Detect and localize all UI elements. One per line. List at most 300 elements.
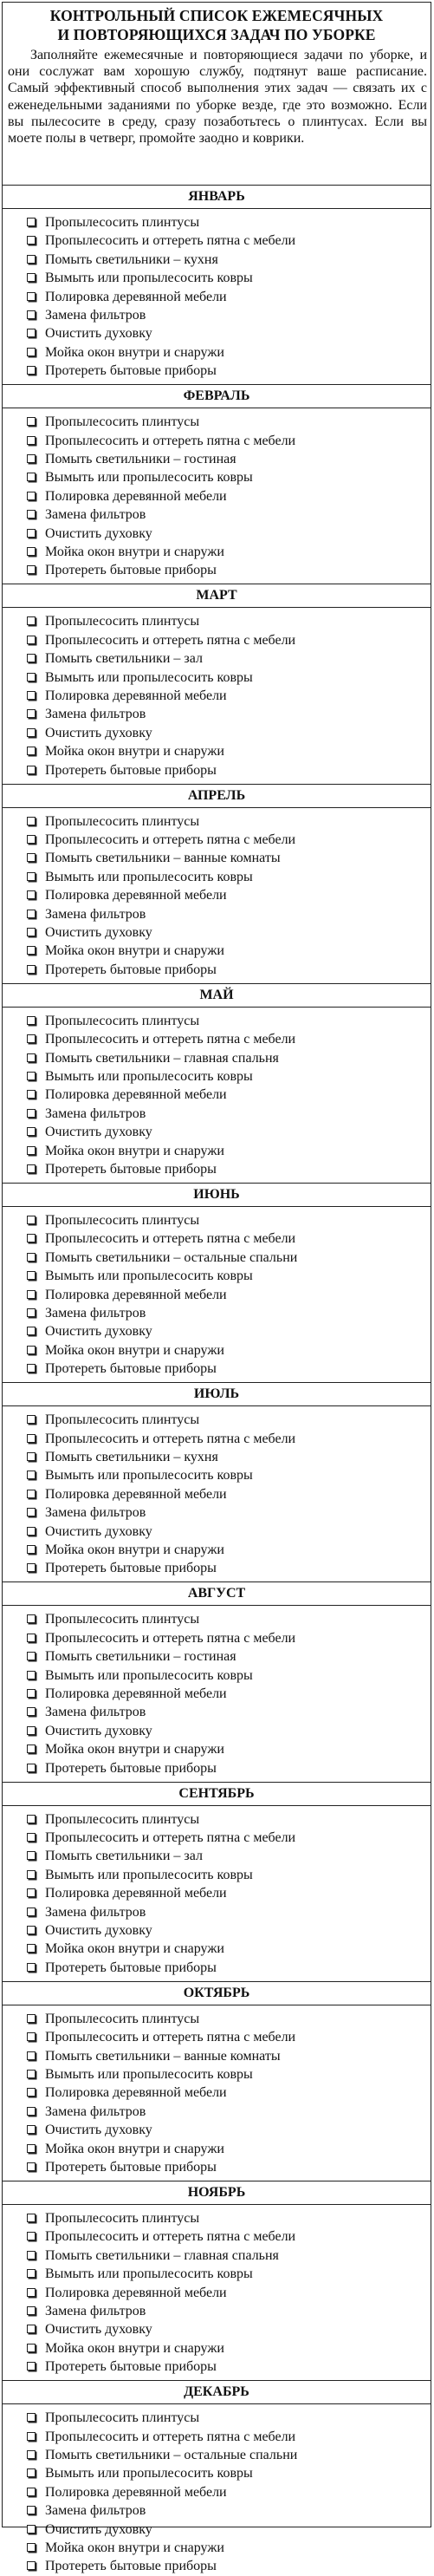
task-item [45,1229,431,1248]
task-list [3,608,431,779]
task-label: Помыть светильники – гостиная [45,451,236,466]
task-item [45,2557,431,2575]
task-label: Пропылесосить плинтусы [45,1013,200,1028]
task-item [45,1360,431,1378]
task-label: Очистить духовку [45,1523,152,1539]
task-label: Пропылесосить плинтусы [45,1612,200,1627]
task-item [45,213,431,232]
checkbox-icon[interactable] [27,2014,36,2023]
task-list [3,1806,431,1978]
checkbox-icon[interactable] [27,348,36,356]
checkbox-icon[interactable] [27,1090,36,1099]
task-label: Помыть светильники – остальные спальни [45,2447,298,2462]
task-label: Замена фильтров [45,2503,146,2519]
checkbox-icon[interactable] [27,1253,36,1262]
checkbox-icon[interactable] [27,2362,36,2371]
checkbox-icon[interactable] [27,1452,36,1461]
task-label: Вымыть или пропылесосить ковры [45,2466,253,2481]
checkbox-icon[interactable] [27,436,36,445]
task-item [45,2539,431,2557]
month-section [3,185,431,381]
task-label: Очистить духовку [45,2322,152,2338]
checkbox-icon[interactable] [27,2088,36,2097]
month-section [3,2380,431,2576]
task-label: Мойка окон внутри и снаружи [45,2141,224,2156]
task-item [45,668,431,687]
task-item [45,1286,431,1304]
task-label: Очистить духовку [45,725,152,740]
task-label: Замена фильтров [45,1505,146,1521]
task-label: Вымыть или пропылесосить ковры [45,271,253,286]
checkbox-icon[interactable] [27,1726,36,1735]
task-label: Пропылесосить и оттереть пятна с мебели [45,433,296,448]
checkbox-icon[interactable] [27,1745,36,1753]
task-list [3,2404,431,2576]
task-label: Помыть светильники – остальные спальни [45,1249,298,1265]
task-item [45,1485,431,1503]
task-item [45,1847,431,1865]
task-item [45,961,431,979]
checkbox-icon[interactable] [27,673,36,681]
task-item [45,1703,431,1721]
checkbox-icon[interactable] [27,2543,36,2552]
task-label: Пропылесосить плинтусы [45,1811,200,1827]
checkbox-icon[interactable] [27,1415,36,1424]
checkbox-icon[interactable] [27,654,36,662]
checkbox-icon[interactable] [27,1164,36,1173]
task-label: Очистить духовку [45,326,152,342]
month-title: ДЕКАБРЬ [3,2381,431,2404]
checkbox-icon[interactable] [27,853,36,862]
checkbox-icon[interactable] [27,473,36,481]
task-label: Пропылесосить и оттереть пятна с мебели [45,1829,296,1845]
task-label: Пропылесосить плинтусы [45,813,200,829]
task-label: Полировка деревянной мебели [45,2484,227,2500]
task-item [45,1666,431,1685]
month-section [3,1782,431,1978]
checkbox-icon[interactable] [27,2325,36,2333]
task-item [45,761,431,779]
checkbox-icon[interactable] [27,1308,36,1317]
checkbox-icon[interactable] [27,492,36,500]
checkbox-icon[interactable] [27,236,36,245]
task-label: Пропылесосить плинтусы [45,2011,200,2026]
checkbox-icon[interactable] [27,547,36,556]
task-item [45,2265,431,2283]
task-item [45,1759,431,1777]
task-item [45,324,431,342]
task-item [45,450,431,468]
checkbox-icon[interactable] [27,1652,36,1660]
checkbox-icon[interactable] [27,817,36,825]
month-section [3,784,431,980]
task-label: Очистить духовку [45,924,152,940]
checkbox-icon[interactable] [27,2306,36,2315]
task-label: Вымыть или пропылесосить ковры [45,1468,253,1484]
task-label: Помыть светильники – зал [45,651,203,667]
checkbox-icon[interactable] [27,1053,36,1062]
task-item [45,886,431,904]
task-item [45,687,431,705]
task-label: Мойка окон внутри и снаружи [45,1941,224,1957]
checkbox-icon[interactable] [27,2125,36,2134]
task-item [45,942,431,960]
task-label: Замена фильтров [45,507,146,523]
checkbox-icon[interactable] [27,1327,36,1335]
task-list [3,408,431,580]
task-label: Мойка окон внутри и снаружи [45,1542,224,1557]
month-title: ОКТЯБРЬ [3,1982,431,2005]
checkbox-icon[interactable] [27,1926,36,1934]
task-item [45,505,431,524]
task-label: Пропылесосить и оттереть пятна с мебели [45,1431,296,1446]
month-section [3,983,431,1179]
task-label: Пропылесосить и оттереть пятна с мебели [45,2429,296,2444]
task-list [3,1606,431,1777]
checkbox-icon[interactable] [27,616,36,625]
task-item [45,905,431,923]
checkbox-icon[interactable] [27,890,36,899]
task-label: Полировка деревянной мебели [45,1087,227,1103]
task-label: Вымыть или пропылесосить ковры [45,1068,253,1084]
month-title: ИЮНЬ [3,1184,431,1207]
task-label: Полировка деревянной мебели [45,1886,227,1901]
task-item [45,631,431,649]
checkbox-icon[interactable] [27,2070,36,2078]
checkbox-icon[interactable] [27,1671,36,1679]
checkbox-icon[interactable] [27,1290,36,1299]
task-list [3,1207,431,1379]
task-item [45,1067,431,1086]
task-item [45,232,431,250]
checkbox-icon[interactable] [27,2051,36,2060]
task-label: Вымыть или пропылесосить ковры [45,2266,253,2282]
task-label: Очистить духовку [45,2521,152,2537]
task-label: Замена фильтров [45,1105,146,1121]
checkbox-icon[interactable] [27,2432,36,2441]
task-label: Пропылесосить и оттереть пятна с мебели [45,1231,296,1247]
task-label: Вымыть или пропылесосить ковры [45,470,253,486]
task-item [45,1142,431,1160]
task-item [45,1884,431,1902]
task-item [45,2103,431,2121]
task-item [45,2339,431,2358]
checkbox-icon[interactable] [27,2032,36,2041]
checkbox-icon[interactable] [27,2214,36,2222]
checkbox-icon[interactable] [27,691,36,700]
checkbox-icon[interactable] [27,1634,36,1642]
task-label: Помыть светильники – главная спальня [45,2247,279,2263]
task-label: Помыть светильники – ванные комнаты [45,851,281,866]
task-item [45,1466,431,1484]
checkbox-icon[interactable] [27,2413,36,2422]
month-section [3,2181,431,2377]
month-title: ФЕВРАЛЬ [3,385,431,408]
task-label: Протереть бытовые приборы [45,1960,217,1975]
task-label: Вымыть или пропылесосить ковры [45,1667,253,1683]
task-item [45,2158,431,2176]
checkbox-icon[interactable] [27,2344,36,2352]
task-label: Очистить духовку [45,1922,152,1938]
task-item [45,1304,431,1322]
task-label: Очистить духовку [45,525,152,541]
checkbox-icon[interactable] [27,2506,36,2514]
checkbox-icon[interactable] [27,835,36,844]
month-section [3,1981,431,2177]
task-item [45,1921,431,1940]
task-label: Вымыть или пропылесосить ковры [45,1268,253,1284]
checkbox-icon[interactable] [27,1434,36,1443]
checkbox-icon[interactable] [27,2107,36,2116]
task-item [45,561,431,579]
checkbox-icon[interactable] [27,1764,36,1772]
task-label: Протереть бытовые приборы [45,2159,217,2175]
task-item [45,362,431,380]
task-label: Протереть бытовые приборы [45,762,217,778]
task-item [45,1647,431,1666]
checkbox-icon[interactable] [27,766,36,774]
checkbox-icon[interactable] [27,1490,36,1498]
task-item [45,1105,431,1123]
task-label: Протереть бытовые приборы [45,1561,217,1576]
checkbox-icon[interactable] [27,255,36,264]
checkbox-icon[interactable] [27,636,36,644]
task-label: Мойка окон внутри и снаружи [45,1742,224,1758]
task-item [45,1559,431,1577]
task-label: Замена фильтров [45,1904,146,1920]
task-item [45,1086,431,1104]
checkbox-icon[interactable] [27,1870,36,1879]
checkbox-icon[interactable] [27,1527,36,1536]
task-label: Полировка деревянной мебели [45,888,227,903]
checkbox-icon[interactable] [27,454,36,463]
checkbox-icon[interactable] [27,1271,36,1280]
task-label: Протереть бытовые приборы [45,1760,217,1776]
task-label: Помыть светильники – кухня [45,251,218,267]
task-item [45,1829,431,1847]
checkbox-icon[interactable] [27,1944,36,1953]
task-item [45,649,431,668]
task-label: Полировка деревянной мебели [45,1686,227,1701]
checkbox-icon[interactable] [27,709,36,718]
task-label: Замена фильтров [45,1305,146,1321]
checkbox-icon[interactable] [27,2251,36,2260]
task-label: Протереть бытовые приборы [45,2359,217,2375]
task-list [3,209,431,381]
checkbox-icon[interactable] [27,1216,36,1224]
task-label: Протереть бытовые приборы [45,563,217,578]
task-label: Полировка деревянной мебели [45,289,227,304]
checkbox-icon[interactable] [27,1707,36,1716]
task-label: Мойка окон внутри и снаружи [45,744,224,760]
task-label: Помыть светильники – кухня [45,1449,218,1464]
task-label: Замена фильтров [45,707,146,722]
month-section [3,1581,431,1777]
month-section [3,584,431,779]
checkbox-icon[interactable] [27,2144,36,2153]
task-label: Мойка окон внутри и снаружи [45,2340,224,2356]
checkbox-icon[interactable] [27,2232,36,2240]
checkbox-icon[interactable] [27,510,36,518]
task-item [45,2428,431,2446]
checkbox-icon[interactable] [27,1471,36,1479]
task-item [45,1341,431,1360]
task-label: Мойка окон внутри и снаружи [45,2540,224,2555]
checkbox-icon[interactable] [27,2561,36,2570]
checkbox-icon[interactable] [27,2162,36,2171]
task-label: Пропылесосить и оттереть пятна с мебели [45,632,296,648]
checkbox-icon[interactable] [27,2269,36,2278]
task-item [45,1610,431,1628]
checkbox-icon[interactable] [27,928,36,936]
checkbox-icon[interactable] [27,1833,36,1842]
checkbox-icon[interactable] [27,2288,36,2297]
task-label: Пропылесосить и оттереть пятна с мебели [45,1032,296,1047]
task-label: Протереть бытовые приборы [45,1361,217,1377]
task-label: Протереть бытовые приборы [45,962,217,977]
task-item [45,2247,431,2265]
checkbox-icon[interactable] [27,218,36,226]
task-list [3,2205,431,2377]
task-list [3,808,431,980]
task-item [45,2284,431,2302]
task-label: Пропылесосить и оттереть пятна с мебели [45,233,296,249]
checkbox-icon[interactable] [27,1963,36,1972]
task-label: Полировка деревянной мебели [45,688,227,703]
task-item [45,1866,431,1884]
task-item [45,1810,431,1829]
task-item [45,2483,431,2501]
task-item [45,2140,431,2158]
checkbox-icon[interactable] [27,1234,36,1242]
page-title-line-1: КОНТРОЛЬНЫЙ СПИСОК ЕЖЕМЕСЯЧНЫХ [49,7,384,24]
checkbox-icon[interactable] [27,965,36,974]
checkbox-icon[interactable] [27,1888,36,1897]
checkbox-icon[interactable] [27,1508,36,1516]
task-label: Помыть светильники – гостиная [45,1649,236,1665]
task-item [45,251,431,269]
month-section [3,384,431,580]
checkbox-icon[interactable] [27,529,36,538]
task-item [45,1030,431,1048]
task-item [45,812,431,831]
checkbox-icon[interactable] [27,1146,36,1155]
checkbox-icon[interactable] [27,1034,36,1043]
checkbox-icon[interactable] [27,1346,36,1354]
checkbox-icon[interactable] [27,747,36,755]
task-label: Вымыть или пропылесосить ковры [45,869,253,884]
task-item [45,923,431,942]
checkbox-icon[interactable] [27,273,36,282]
task-item [45,2121,431,2139]
task-label: Вымыть или пропылесосить ковры [45,2066,253,2082]
task-item [45,288,431,306]
checkbox-icon[interactable] [27,910,36,918]
checkbox-icon[interactable] [27,728,36,737]
task-item [45,1049,431,1067]
page-title [3,3,431,44]
checklist-page [2,2,431,2574]
checkbox-icon[interactable] [27,292,36,301]
task-label: Пропылесосить плинтусы [45,2211,200,2226]
checkbox-icon[interactable] [27,1364,36,1373]
month-title: ЯНВАРЬ [3,186,431,209]
task-label: Вымыть или пропылесосить ковры [45,1867,253,1882]
checkbox-icon[interactable] [27,1016,36,1025]
page-title-line-2: И ПОВТОРЯЮЩИХСЯ ЗАДАЧ ПО УБОРКЕ [57,26,376,43]
task-item [45,306,431,324]
task-item [45,1959,431,1977]
task-label: Пропылесосить и оттереть пятна с мебели [45,1630,296,1646]
task-label: Полировка деревянной мебели [45,1486,227,1502]
checkbox-icon[interactable] [27,1109,36,1118]
task-item [45,705,431,723]
task-item [45,525,431,543]
checkbox-icon[interactable] [27,1908,36,1916]
task-item [45,724,431,742]
task-label: Пропылесосить и оттереть пятна с мебели [45,2030,296,2045]
checkbox-icon[interactable] [27,872,36,881]
month-title: СЕНТЯБРЬ [3,1783,431,1806]
checkbox-icon[interactable] [27,946,36,955]
task-label: Помыть светильники – ванные комнаты [45,2048,281,2064]
task-item [45,2028,431,2046]
task-item [45,2065,431,2084]
task-label: Пропылесосить плинтусы [45,2410,200,2426]
month-title: ИЮЛЬ [3,1383,431,1406]
task-item [45,432,431,450]
task-label: Очистить духовку [45,1324,152,1340]
task-label: Помыть светильники – зал [45,1849,203,1864]
checkbox-icon[interactable] [27,329,36,337]
month-title: МАРТ [3,584,431,608]
task-item [45,1523,431,1541]
task-label: Очистить духовку [45,1723,152,1738]
checkbox-icon[interactable] [27,366,36,375]
checkbox-icon[interactable] [27,1614,36,1623]
checkbox-icon[interactable] [27,2488,36,2496]
task-label: Помыть светильники – главная спальня [45,1050,279,1066]
task-item [45,1940,431,1958]
task-item [45,2501,431,2520]
checkbox-icon[interactable] [27,417,36,426]
task-item [45,1267,431,1285]
checkbox-icon[interactable] [27,1563,36,1572]
task-item [45,1211,431,1229]
checkbox-icon[interactable] [27,2450,36,2459]
task-label: Протереть бытовые приборы [45,1161,217,1177]
checkbox-icon[interactable] [27,1545,36,1554]
checkbox-icon[interactable] [27,1815,36,1823]
checkbox-icon[interactable] [27,2468,36,2477]
checkbox-icon[interactable] [27,310,36,319]
task-item [45,1160,431,1178]
task-item [45,1448,431,1466]
task-label: Пропылесосить плинтусы [45,1412,200,1428]
checkbox-icon[interactable] [27,565,36,574]
checkbox-icon[interactable] [27,1689,36,1698]
task-item [45,1740,431,1758]
checkbox-icon[interactable] [27,1851,36,1860]
task-item [45,1012,431,1030]
task-item [45,1249,431,1267]
task-list [3,2005,431,2177]
checkbox-icon[interactable] [27,1127,36,1136]
task-label: Пропылесосить и оттереть пятна с мебели [45,2229,296,2245]
task-item [45,1411,431,1429]
checkbox-icon[interactable] [27,1072,36,1080]
task-label: Пропылесосить плинтусы [45,614,200,629]
